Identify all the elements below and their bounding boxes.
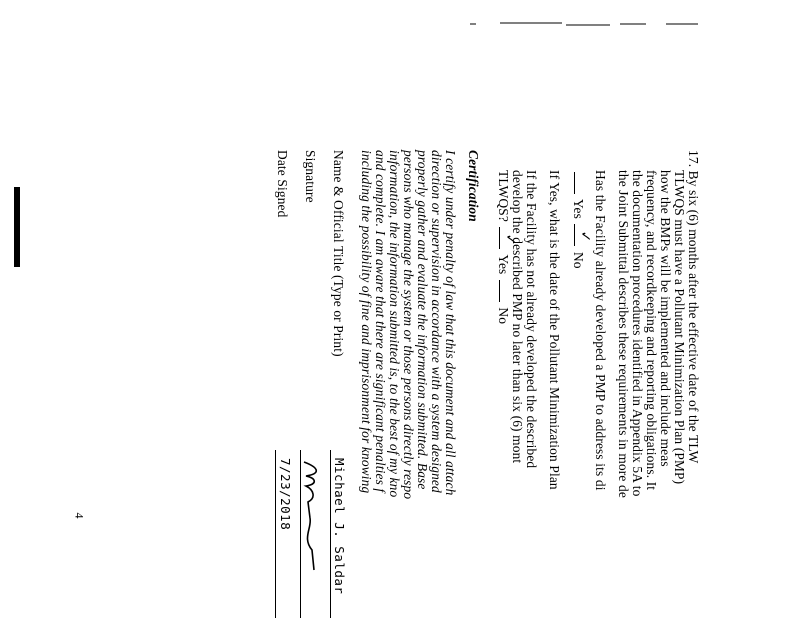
scan-edge-marks [470, 22, 700, 28]
date-underline [275, 450, 276, 618]
item-17-line-5: the documentation procedures identified in Appendix 5A to [630, 170, 645, 497]
handwritten-signature [298, 458, 324, 578]
name-title-label: Name & Official Title (Type or Print) [331, 150, 346, 357]
cert-line-2: direction or supervision in accordance with a system designed [429, 150, 444, 493]
answer-row-1 [571, 170, 585, 269]
date-signed-value [278, 458, 292, 530]
yes-blank-2-checked [499, 227, 510, 249]
item-17-line-2: TLWQS must have a Pollutant Minimization Plan (PMP) [672, 170, 687, 485]
answer-row-2 [496, 170, 510, 324]
rotated-document-body [270, 150, 700, 618]
item-17-line-6: the Joint Submittal describes these requirements in more de [616, 170, 631, 498]
item-17-line-3: how the BMPs will be implemented and include meas [658, 170, 673, 467]
cert-line-7: including the possibility of fine and imprisonment for knowing [359, 150, 374, 494]
cert-line-1: I certify under penalty of law that this document and all attach [443, 150, 458, 496]
question-3-line-3: TLWQS? [496, 170, 511, 222]
no-label-1: No [571, 251, 586, 269]
date-signed-label: Date Signed [275, 150, 290, 218]
question-pmp-developed: Has the Facility already developed a PMP to address its di [593, 170, 608, 491]
cert-line-4: persons who manage the system or those persons directly respo [401, 150, 416, 500]
cert-line-6: and complete. I am aware that there are significant penalties f [373, 150, 388, 493]
certification-heading: Certification [466, 150, 481, 222]
cert-line-5: information, the information submitted is, to the best of my kno [387, 150, 402, 498]
yes-label-2: Yes [496, 254, 511, 275]
no-label-2: No [496, 307, 511, 325]
page-number: 4 [72, 512, 87, 519]
signature-label: Signature [303, 150, 318, 203]
name-underline [330, 450, 331, 618]
question-date: If Yes, what is the date of the Pollutant Minimization Plan [547, 170, 562, 490]
no-blank-2 [499, 280, 510, 302]
question-3-line-2: develop the described PMP no later than six (6) mont [510, 170, 525, 464]
question-3-line-1: If the Facility has not already developed the described [524, 170, 539, 469]
name-value-text: Michael J. Saldar [332, 458, 347, 595]
name-title-value [332, 458, 346, 594]
signature-underline [300, 450, 301, 618]
yes-blank-1 [574, 172, 585, 194]
item-17-line-1: 17. By six (6) months after the effective date of the TLW [686, 150, 701, 464]
yes-label-1: Yes [571, 199, 586, 219]
item-17-line-4: frequency, and recordkeeping and reporting obligations. It [644, 170, 659, 491]
scan-edge-bar [14, 187, 20, 267]
no-blank-1-checked [574, 224, 585, 246]
cert-line-3: properly gather and evaluate the information submitted. Base [415, 150, 430, 490]
date-value-text: 7/23/2018 [278, 458, 293, 531]
